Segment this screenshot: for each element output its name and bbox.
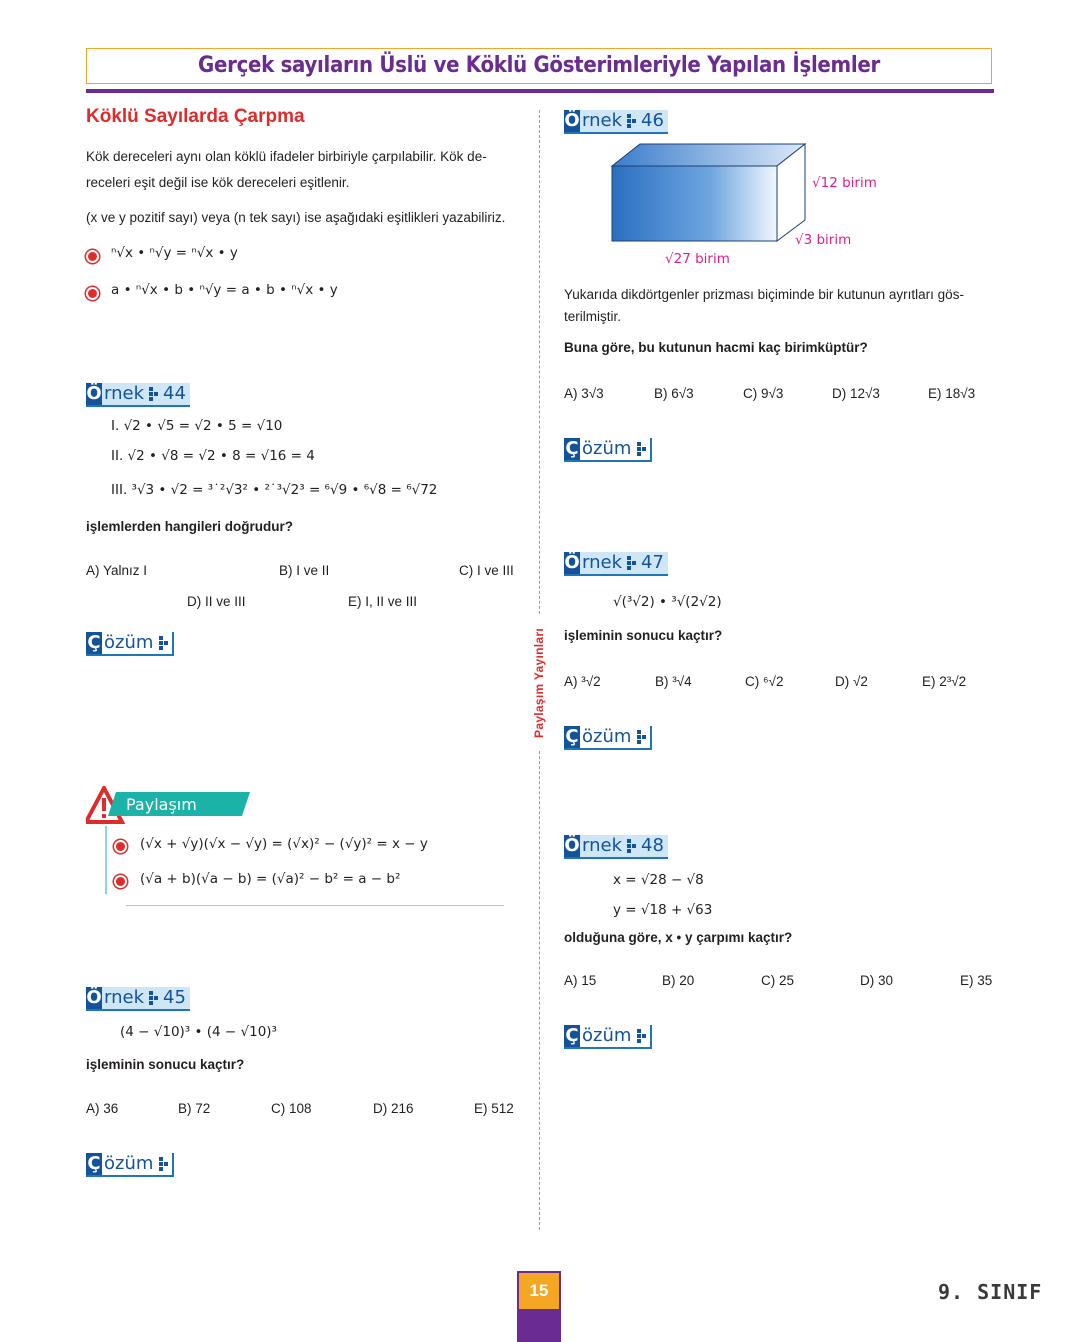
ex47-choice-d[interactable]: D) √2 [835, 674, 868, 689]
dots-icon [627, 839, 636, 853]
side-publisher [531, 615, 547, 750]
ex48-choice-a[interactable]: A) 15 [564, 973, 597, 988]
ex44-question: işlemlerden hangileri doğrudur? [86, 519, 294, 534]
page-number: 15 [517, 1271, 561, 1311]
dots-icon [637, 1029, 646, 1043]
header-divider [86, 89, 994, 93]
intro-line-1: Kök dereceleri aynı olan köklü ifadeler birbiriyle çarpılabilir. Kök de- [86, 149, 487, 164]
dots-icon [159, 636, 168, 650]
ex45-expression: (4 − √10)³ • (4 − √10)³ [120, 1024, 277, 1040]
rule-2: a • ⁿ√x • b • ⁿ√y = a • b • ⁿ√x • y [111, 282, 338, 298]
ex47-question: işleminin sonucu kaçtır? [564, 628, 723, 643]
header-title: Gerçek sayıların Üslü ve Köklü Gösterimleriyle Yapılan İşlemler [198, 53, 880, 78]
ex45-solution-label: Ç özüm [86, 1153, 174, 1177]
ex47-solution-label: Ç özüm [564, 726, 652, 750]
paylasim-box [86, 786, 506, 906]
dots-icon [627, 114, 636, 128]
dots-icon [637, 442, 646, 456]
side-publisher-text: Paylaşım Yayınları [532, 627, 546, 738]
dots-icon [159, 1157, 168, 1171]
bullet-icon [114, 840, 127, 853]
ex48-question: olduğuna göre, x • y çarpımı kaçtır? [564, 930, 793, 945]
dots-icon [149, 387, 158, 401]
ex44-item-1: I. √2 • √5 = √2 • 5 = √10 [111, 418, 283, 434]
ex47-expression: √(³√2) • ³√(2√2) [613, 594, 722, 610]
ex45-choice-a[interactable]: A) 36 [86, 1101, 119, 1116]
ex48-choice-c[interactable]: C) 25 [761, 973, 795, 988]
ex47-choice-c[interactable]: C) ⁶√2 [745, 674, 784, 689]
ex45-choice-c[interactable]: C) 108 [271, 1101, 312, 1116]
ex48-x-expression: x = √28 − √8 [613, 872, 704, 888]
ex47-choice-a[interactable]: A) ³√2 [564, 674, 601, 689]
bullet-icon [86, 287, 99, 300]
paylasim-formula-2: (√a + b)(√a − b) = (√a)² − b² = a − b² [140, 871, 401, 887]
ex48-choice-b[interactable]: B) 20 [662, 973, 695, 988]
ex46-question: Buna göre, bu kutunun hacmi kaç birimküptür? [564, 340, 868, 355]
intro-line-3: (x ve y pozitif sayı) veya (n tek sayı) ise aşağıdaki eşitlikleri yazabiliriz. [86, 210, 506, 225]
box-width-label: √27 birim [665, 251, 730, 267]
paylasim-title: Paylaşım [126, 795, 197, 814]
bullet-icon [86, 250, 99, 263]
ex44-item-2: II. √2 • √8 = √2 • 8 = √16 = 4 [111, 448, 315, 464]
intro-line-2: receleri eşit değil ise kök dereceleri eşitlenir. [86, 175, 350, 190]
page-header [86, 48, 992, 84]
ex46-choice-b[interactable]: B) 6√3 [654, 386, 694, 401]
ex47-choice-b[interactable]: B) ³√4 [655, 674, 692, 689]
ex48-choice-d[interactable]: D) 30 [860, 973, 894, 988]
ex45-choice-b[interactable]: B) 72 [178, 1101, 211, 1116]
grade-label: 9. SINIF [938, 1280, 1043, 1304]
ex44-choice-c[interactable]: C) I ve III [459, 563, 514, 578]
ex46-choice-e[interactable]: E) 18√3 [928, 386, 976, 401]
ex48-choice-e[interactable]: E) 35 [960, 973, 993, 988]
box-depth-label: √3 birim [795, 232, 852, 248]
ex45-question: işleminin sonucu kaçtır? [86, 1057, 245, 1072]
section-title: Köklü Sayılarda Çarpma [86, 106, 305, 127]
dots-icon [149, 991, 158, 1005]
example-44-label: Ö rnek 44 [86, 383, 190, 407]
ex44-choice-a[interactable]: A) Yalnız I [86, 563, 148, 578]
ex46-solution-label: Ç özüm [564, 438, 652, 462]
ex44-choice-d[interactable]: D) II ve III [187, 594, 246, 609]
ex44-item-3: III. ³√3 • √2 = ³˙²√3² • ²˙³√2³ = ⁶√9 • ⁶√8 = ⁶√72 [111, 482, 438, 498]
dots-icon [627, 556, 636, 570]
ex45-choice-d[interactable]: D) 216 [373, 1101, 414, 1116]
ex46-choice-d[interactable]: D) 12√3 [832, 386, 880, 401]
example-45-label: Ö rnek 45 [86, 987, 190, 1011]
ex46-text-2: terilmiştir. [564, 309, 621, 324]
box-prism-icon [600, 140, 820, 250]
ex46-choice-a[interactable]: A) 3√3 [564, 386, 604, 401]
ex48-y-expression: y = √18 + √63 [613, 902, 713, 918]
box-height-label: √12 birim [812, 175, 877, 191]
ex44-solution-label: Ç özüm [86, 632, 174, 656]
ex44-choice-b[interactable]: B) I ve II [279, 563, 330, 578]
paylasim-formula-1: (√x + √y)(√x − √y) = (√x)² − (√y)² = x − y [140, 836, 428, 852]
example-47-label: Ö rnek 47 [564, 552, 668, 576]
ex46-choice-c[interactable]: C) 9√3 [743, 386, 784, 401]
ex46-text-1: Yukarıda dikdörtgenler prizması biçiminde bir kutunun ayrıtları gös- [564, 287, 964, 302]
dots-icon [637, 730, 646, 744]
rule-1: ⁿ√x • ⁿ√y = ⁿ√x • y [111, 245, 238, 261]
ex47-choice-e[interactable]: E) 2³√2 [922, 674, 967, 689]
ex45-choice-e[interactable]: E) 512 [474, 1101, 514, 1116]
ex44-choice-e[interactable]: E) I, II ve III [348, 594, 418, 609]
example-46-label: Ö rnek 46 [564, 110, 668, 134]
example-48-label: Ö rnek 48 [564, 835, 668, 859]
page-number-bar [517, 1311, 561, 1342]
bullet-icon [114, 875, 127, 888]
ex48-solution-label: Ç özüm [564, 1025, 652, 1049]
